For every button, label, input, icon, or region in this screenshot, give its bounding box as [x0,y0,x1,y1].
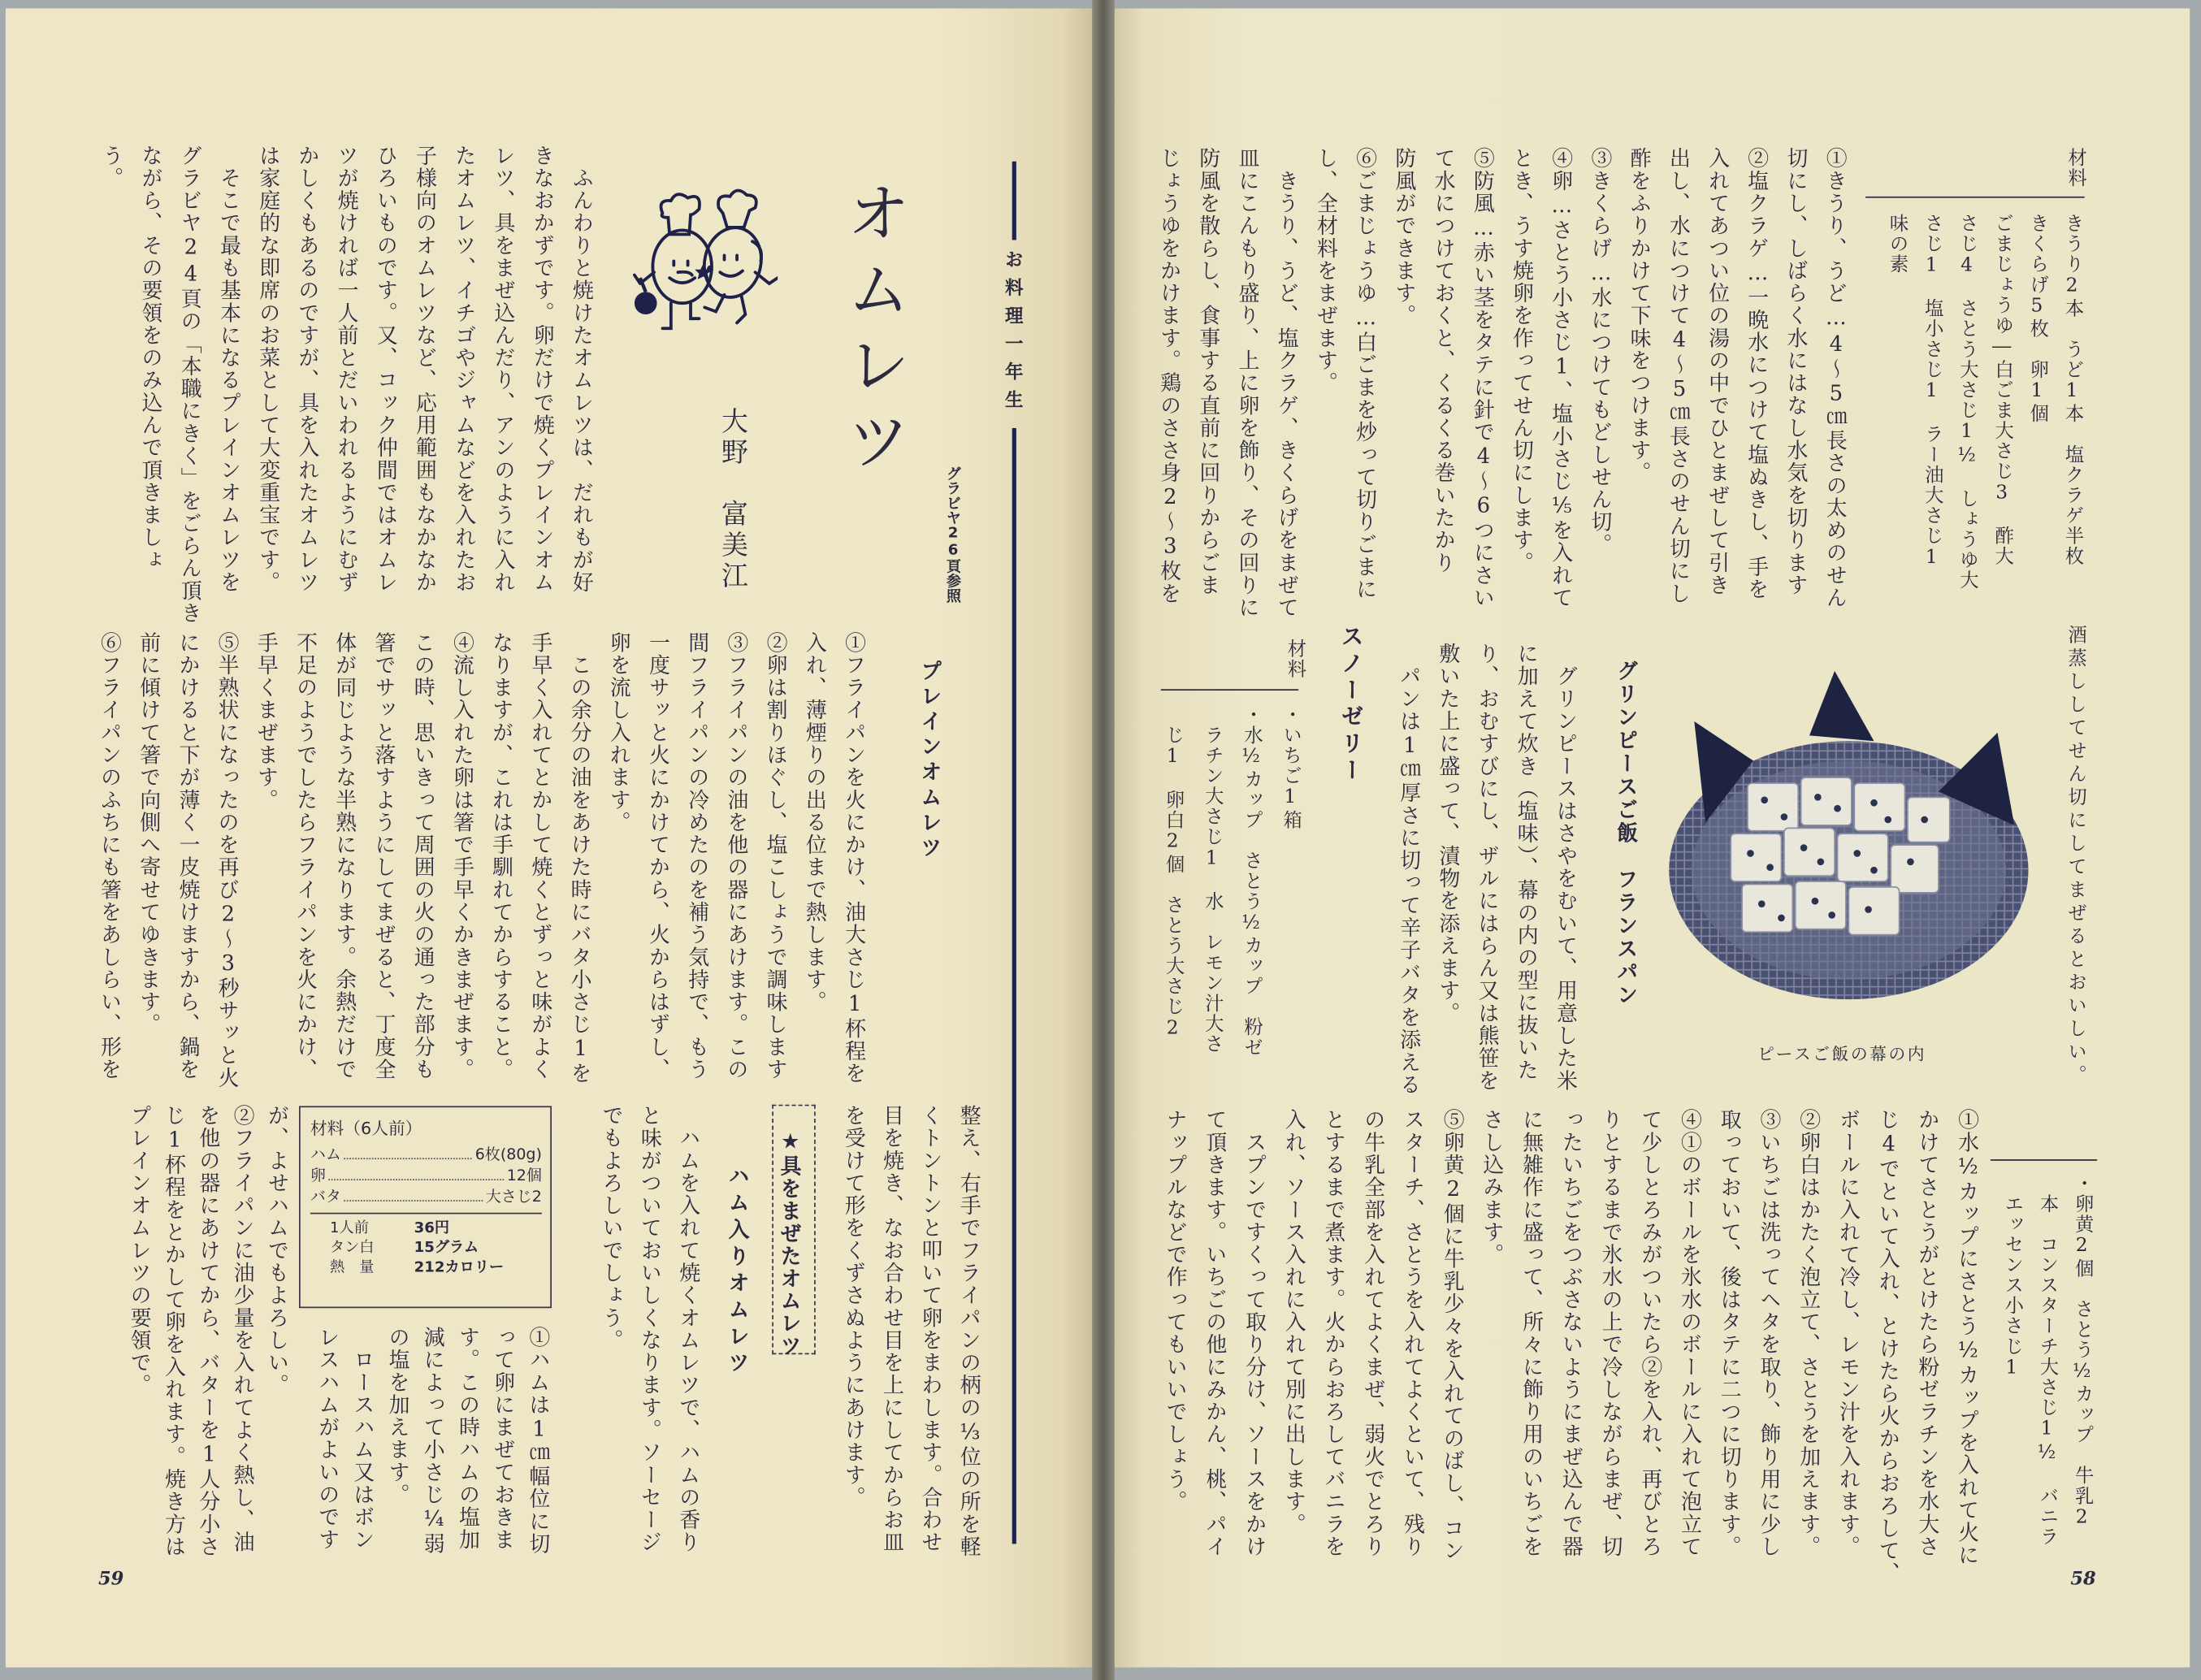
photo-caption: ピースご飯の幕の内 [1757,1044,1927,1064]
plain-omelet-heading: プレインオムレツ [917,660,944,862]
text-line: さし込みます。 [1480,1108,1506,1266]
author-name: 大野 富美江 [717,407,748,593]
text-line: を他の器にあけてから、バターを1人分小さ [196,1104,222,1558]
text-line: じ1 卵白2個 さとう大さじ2 [1161,704,1184,1041]
text-line: 皿にこんもり盛り、上に卵を飾り、その回りに [1236,147,1262,619]
text-line: し、全材料をまぜます。 [1314,147,1340,395]
text-line: って卵にまぜておきま [491,1326,517,1552]
text-line: ④①のボールを氷水のボールに入れて泡立て [1678,1108,1704,1558]
series-label: お料理一年生 [1000,249,1022,418]
text-line: に無雑作に盛って、所々に飾り用のいちごを [1519,1108,1545,1558]
text-line: 入れ、ソース入れに入れて別に出します。 [1282,1108,1308,1536]
text-line: スプンですくって取り分け、ソースをかけ [1242,1108,1268,1558]
text-line: の牛乳全部を入れてよくまぜ、弱火でとろり [1361,1108,1387,1558]
series-rule-bottom [1012,428,1016,1544]
sauce-materials-rule [1991,1159,2097,1161]
jelly-materials-rule [1161,689,1298,691]
text-line: ②卵は割りほぐし、塩こしょうで調味します [764,631,790,1081]
text-line: ④卵…さとう小さじ1、塩小さじ⅕を入れて [1549,147,1575,609]
text-line: ったいちごをつぶさないようにまぜ込んで器 [1559,1108,1585,1558]
egg-chefs-illustration [631,185,778,353]
text-line: にかけると下が薄く一皮焼けますから、鍋を [175,631,202,1081]
text-line: たオムレツ、イチゴやジャムなどを入れたお [452,144,478,594]
variant-section-label: ★具をまぜたオムレツ [778,1128,804,1357]
intro-text [92,145,601,625]
variant-section-box [772,1105,816,1355]
ingredient-amount: 大さじ2 [485,1187,542,1206]
salad-materials [1878,214,2089,591]
text-line: て頂きます。いちごの他にみかん、桃、パイ [1202,1108,1228,1558]
text-line: きうり、うど、塩クラゲ、きくらげをまぜて [1275,147,1301,619]
ingredient-row [310,1186,542,1207]
ingredient-row [310,1165,542,1186]
text-line: ひろいものです。又、コック仲間ではオムレ [374,144,400,594]
text-line: ハムを入れて焼くオムレツで、ハムの香り [676,1104,702,1554]
text-line: ②卵白はかたく泡立て、さとうを加えます。 [1796,1108,1822,1558]
text-line: ・卵黄2個 さとう½カップ 牛乳2 [2070,1173,2094,1531]
jelly-sauce-materials [1993,1173,2099,1547]
text-line: ごまじょうゆ―白ごま大さじ3 酢大 [1990,213,2013,567]
ingredients-box [299,1106,552,1308]
text-line: 手早くまぜます。 [254,631,280,812]
text-line: ③きくらげ…水につけてもどしせん切。 [1588,147,1614,556]
text-line: プレインオムレツの要領で。 [128,1104,154,1397]
materials-rule [1865,197,2085,198]
text-line: グラビヤ24頁の「本職にきく」をごらん頂き [178,144,204,625]
text-line: に加えて炊き（塩味）、幕の内の型に抜いた [1514,643,1540,1082]
text-line: グリンピースはさやをむいて、用意した米 [1553,643,1579,1093]
text-line: 入れ、薄煙りの出る位まで熱します。 [803,631,829,1014]
text-line: 手早く入れてとかして焼くとずっと味がよく [528,631,555,1081]
text-line: 減によって小さじ¼弱 [421,1326,447,1556]
text-line: ⑥ごまじょうゆ…白ごまを炒って切りごまに [1353,147,1379,601]
text-line: す。この時ハムの塩加 [456,1326,482,1552]
salad-materials-note: 酒蒸ししてせん切にしてまぜるとおいしい。 [2063,624,2086,1088]
nutrition-row: 1人前 36円 [330,1219,450,1237]
text-line: う。 [99,144,125,190]
ham-omelet-steps-continued [123,1105,295,1558]
ingredient-row [310,1144,542,1165]
text-line: この余分の油をあけた時にバタ小さじ1を [568,631,594,1085]
text-line: ①水½カップにさとう½カップを入れて火に [1955,1108,1981,1567]
text-line: を受けて形をくずさぬようにあけます。 [842,1104,868,1509]
text-line: そこで最も基本になるプレインオムレツを [217,144,243,594]
text-line: り、おむすびにし、ザルにはらん又は熊笹を [1475,643,1501,1093]
text-line: パンは1㎝厚さに切って辛子バタを添える [1397,643,1423,1097]
ingredient-name: ハム [310,1145,341,1164]
jelly-materials [1151,704,1308,1058]
text-line: 子様向のオムレツなど、応用範囲もなかなか [413,144,439,594]
text-line: の塩を加えます。 [386,1326,412,1506]
text-line: 前に傾けて箸で向側へ寄せてゆきます。 [136,631,162,1037]
salad-materials-label: 材料 [2063,147,2086,188]
text-line: ⑥フライパンのふちにも箸をあしらい、形を [97,631,123,1081]
text-line: ①フライパンを火にかけ、油大さじ1杯程を [842,631,868,1085]
text-line: この時、思いきって周囲の火の通った部分も [411,631,437,1081]
text-line: レツ、具をまぜ込んだり、アンのように入れ [492,144,518,594]
peas-heading: グリンピースご飯 フランスパン [1614,660,1640,1007]
text-line: きなおかずです。卵だけで焼くプレインオム [531,144,557,594]
text-line: 防風ができます。 [1392,147,1419,327]
text-line: 目を焼き、なお合わせ目を上にしてからお皿 [880,1104,906,1554]
text-line: 取っておいて、後はタテに二つに切ります。 [1718,1108,1744,1558]
text-line: さじ4 さとう大さじ1½ しょうゆ大 [1955,213,1978,591]
text-line: きくらげ5枚 卵1個 [2026,213,2048,424]
text-line: 箸でサッと落すようにしてまぜると、丁度全 [372,631,398,1081]
text-line: ナップルなどで作ってもいいでしょう。 [1163,1108,1189,1513]
page-number-right: 58 [2070,1569,2096,1591]
text-line: でもよろしいでしょう。 [600,1104,626,1352]
text-line: レスハムがよいのです [315,1326,341,1552]
text-line: じ1杯程をとかして卵を入れます。焼き方は [162,1104,188,1558]
text-line: ③フライパンの油を他の器にあけます。この [724,631,751,1081]
series-rule-top [1012,162,1016,240]
text-line: 切にし、しばらく水にはなし水気を切ります [1784,147,1810,597]
text-line: て水につけておくと、くるくる巻いたかり [1432,147,1458,574]
text-line: ・いちご1箱 [1278,704,1302,830]
pea-rice-photo [1663,671,2031,1008]
text-line: ①きうり、うど…4〜5㎝長さの太めのせん [1823,147,1849,609]
text-line: ⑤卵黄2個に牛乳少々を入れてのばし、コン [1441,1108,1467,1562]
text-line: 敷いた上に盛って、漬物を添えます。 [1436,643,1462,1025]
text-line: さじ1 塩小さじ1 ラー油大さじ1 [1920,213,1943,570]
text-line: ツが焼ければ一人前とだいわれるようにむず [335,144,361,594]
text-line: が、よせハムでもよろしい。 [265,1104,291,1397]
jelly-steps [1156,1109,1987,1585]
text-line: ボールに入れて冷し、レモン汁を入れます。 [1836,1108,1862,1558]
gravure-reference: グラビヤ26頁参照 [944,465,962,604]
text-line: 酢をふりかけて下味をつけます。 [1627,147,1653,485]
text-line: 体が同じような半熟になります。余熱だけで [332,631,358,1081]
text-line: かしくもあるのですが、具を入れたオムレツ [295,144,322,594]
text-line: 入れてあつい位の湯の中でひとまぜして引き [1705,147,1731,597]
text-line: かけてさとうがとけたら粉ゼラチンを水大さ [1915,1108,1942,1558]
text-line: くトントンと叩いて卵をまわします。合わせ [918,1104,945,1554]
text-line: 整え、右手でフライパンの柄の⅓位の所を軽 [957,1104,983,1558]
plain-omelet-steps [89,631,873,1089]
text-line: 味の素 [1885,213,1908,275]
text-line: なりますが、これは手馴れてからすること。 [489,631,515,1081]
text-line: ながら、その要領をのみ込んで頂きましょ [139,144,165,572]
ingredient-amount: 6枚(80g) [474,1145,542,1164]
text-line: ⑤半熟状になったのを再び2〜3秒サッと火 [215,631,241,1089]
snow-jelly-heading: スノーゼリー [1337,624,1365,785]
text-line: は家庭的な即席のお菜として大変重宝です。 [256,144,282,594]
text-line: ラチン大さじ1 水 レモン汁大さ [1200,704,1224,1054]
ham-omelet-steps [310,1327,556,1556]
nutrition-row: タン白 15グラム [330,1239,479,1257]
nutrition-row: 熱 量 212カロリー [330,1258,505,1276]
text-line: エッセンス小さじ1 [2000,1173,2023,1381]
text-line: 一度サッと火にかけてから、火からはずし、 [646,631,672,1081]
divider [310,1213,542,1215]
text-line: とするまで煮ます。火からおろしてバニラを [1322,1108,1348,1558]
page-number-left: 59 [97,1569,124,1591]
text-line: 本 コンスターチ大さじ1½ バニラ [2035,1173,2058,1547]
text-line: じ4でといて入れ、とけたら火からおろして、 [1876,1108,1902,1585]
text-line: ・水½カップ さとう½カップ 粉ゼ [1239,704,1263,1058]
text-line: とき、うす焼卵を作ってせん切にします。 [1510,147,1536,574]
text-line: ⑤防風…赤い茎をタテに針で4〜6つにさい [1471,147,1497,609]
jelly-materials-label: 材料 [1283,639,1306,680]
ingredient-name: バタ [310,1187,341,1206]
salad-steps [1149,147,1854,619]
ingredient-name: 卵 [310,1166,326,1185]
text-line: ②フライパンに油少量を入れてよく熱し、油 [231,1104,257,1554]
text-line: じょうゆをかけます。鶏のささ身2〜3枚を [1157,147,1183,605]
text-line: 不足のようでしたらフライパンを火にかけ、 [293,631,319,1081]
book-gutter [1092,0,1115,1680]
text-line: 防風を散らし、食事する直前に回りからごま [1196,147,1222,597]
text-line: ①ハムは1㎝幅位に切 [526,1326,552,1556]
text-line: 出し、水につけて4〜5㎝長さのせん切にし [1666,147,1692,605]
article-title: オムレツ [836,180,913,483]
text-line: ロースハム又はボン [350,1326,377,1552]
text-line: ②塩クラゲ…一晩水につけて塩ぬきし、手を [1744,147,1770,601]
peas-text [1389,643,1585,1096]
text-line: スターチ、さとうを入れてよくといて、残り [1401,1108,1427,1558]
text-line: ④流し入れた卵は箸で手早くかきまぜます。 [450,631,476,1081]
text-line: と味がついておいしくなります。ソーセージ [638,1104,664,1554]
text-line: て少しとろみがついたら②を入れ、再びとろ [1638,1108,1664,1558]
ingredient-amount: 12個 [506,1166,542,1185]
ham-omelet-intro [592,1105,708,1554]
text-line: 間フライパンの冷めたのを補う気持で、もう [685,631,711,1081]
text-line: ふんわりと焼けたオムレツは、だれもが好 [570,144,596,594]
text-line: ③いちごは洗ってヘタを取り、飾り用に少し [1757,1108,1783,1558]
plain-omelet-steps-continued [834,1105,988,1558]
text-line: 卵を流し入れます。 [607,631,633,834]
text-line: きうり2本 うど1本 塩クラゲ半枚 [2060,213,2083,567]
text-line: りとするまで氷水の上で冷しながらまぜ、切 [1599,1108,1625,1558]
ham-omelet-heading: ハム入りオムレツ [726,1164,752,1379]
ingredients-title: 材料（6人前） [310,1118,422,1139]
